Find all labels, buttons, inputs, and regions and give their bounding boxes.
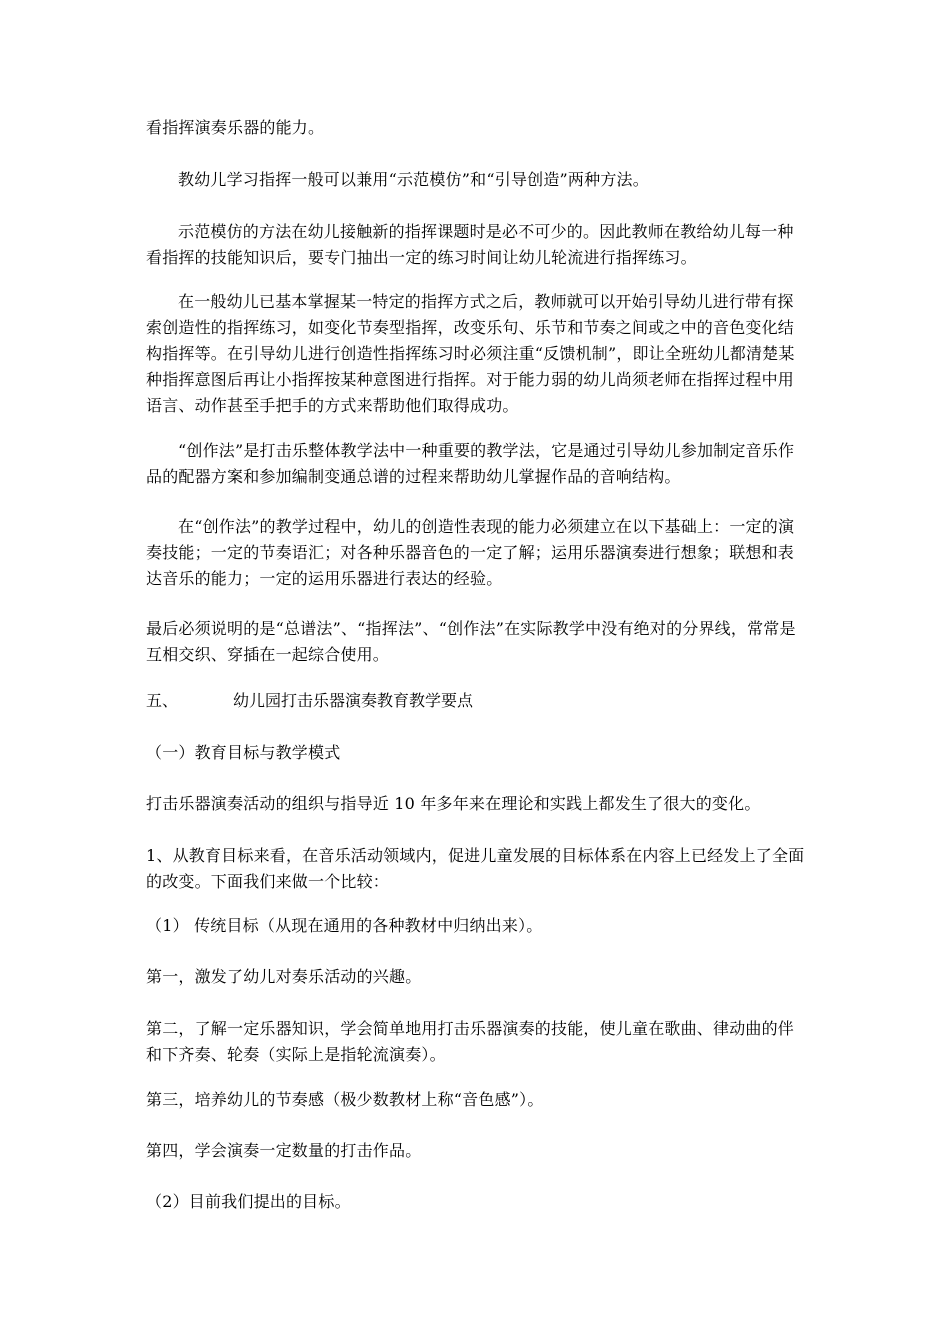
- list-item-current-goals: （2）目前我们提出的目标。: [146, 1192, 351, 1211]
- paragraph-demonstration: 示范模仿的方法在幼儿接触新的指挥课题时是必不可少的。因此教师在教给幼儿每一种看指挥的技能知识后，要专门抽出一定的练习时间让幼儿轮流进行指挥练习。: [146, 222, 794, 267]
- list-item-traditional-goals: （1） 传统目标（从现在通用的各种教材中归纳出来）。: [146, 916, 543, 935]
- paragraph-methods: 教幼儿学习指挥一般可以兼用“示范模仿”和“引导创造”两种方法。: [178, 170, 649, 189]
- paragraph-creation-basis: 在“创作法”的教学过程中，幼儿的创造性表现的能力必须建立在以下基础上：一定的演奏技能；一定的节奏语汇；对各种乐器音色的一定了解；运用乐器演奏进行想象；联想和表达音乐的能力；一定的运用乐器进行表达的经验。: [146, 517, 795, 588]
- paragraph-conclusion: 最后必须说明的是“总谱法”、“指挥法”、“创作法”在实际教学中没有绝对的分界线，常常是互相交织、穿插在一起综合使用。: [146, 619, 796, 664]
- paragraph-continuation: 看指挥演奏乐器的能力。: [146, 118, 325, 137]
- list-item-third: 第三，培养幼儿的节奏感（极少数教材上称“音色感”）。: [146, 1090, 544, 1109]
- section-number: 五、: [146, 691, 179, 710]
- paragraph-creation-method: “创作法”是打击乐整体教学法中一种重要的教学法，它是通过引导幼儿参加制定音乐作品的配器方案和参加编制变通总谱的过程来帮助幼儿掌握作品的音响结构。: [146, 441, 795, 486]
- paragraph-goals-compare: 1、从教育目标来看，在音乐活动领域内，促进儿童发展的目标体系在内容上已经发上了全面的改变。下面我们来做一个比较：: [146, 846, 805, 891]
- paragraph-creative-conducting: 在一般幼儿已基本掌握某一特定的指挥方式之后，教师就可以开始引导幼儿进行带有探索创造性的指挥练习，如变化节奏型指挥，改变乐句、乐节和节奏之间或之中的音色变化结构指挥等。在引导幼儿进行创造性指挥练习时必须注重“反馈机制”，即让全班幼儿都清楚某种指挥意图后再让小指挥按某种意图进行指挥。对于能力弱的幼儿尚须老师在指挥过程中用语言、动作甚至手把手的方式来帮助他们取得成功。: [146, 292, 795, 415]
- list-item-fourth: 第四，学会演奏一定数量的打击作品。: [146, 1141, 422, 1160]
- list-item-second: 第二，了解一定乐器知识，学会简单地用打击乐器演奏的技能，使儿童在歌曲、律动曲的伴和下齐奏、轮奏（实际上是指轮流演奏）。: [146, 1019, 795, 1064]
- list-item-first: 第一，激发了幼儿对奏乐活动的兴趣。: [146, 967, 422, 986]
- section-title: 幼儿园打击乐器演奏教育教学要点: [233, 691, 474, 710]
- subheading: （一）教育目标与教学模式: [146, 743, 341, 762]
- paragraph-changes: 打击乐器演奏活动的组织与指导近 10 年多年来在理论和实践上都发生了很大的变化。: [146, 794, 761, 813]
